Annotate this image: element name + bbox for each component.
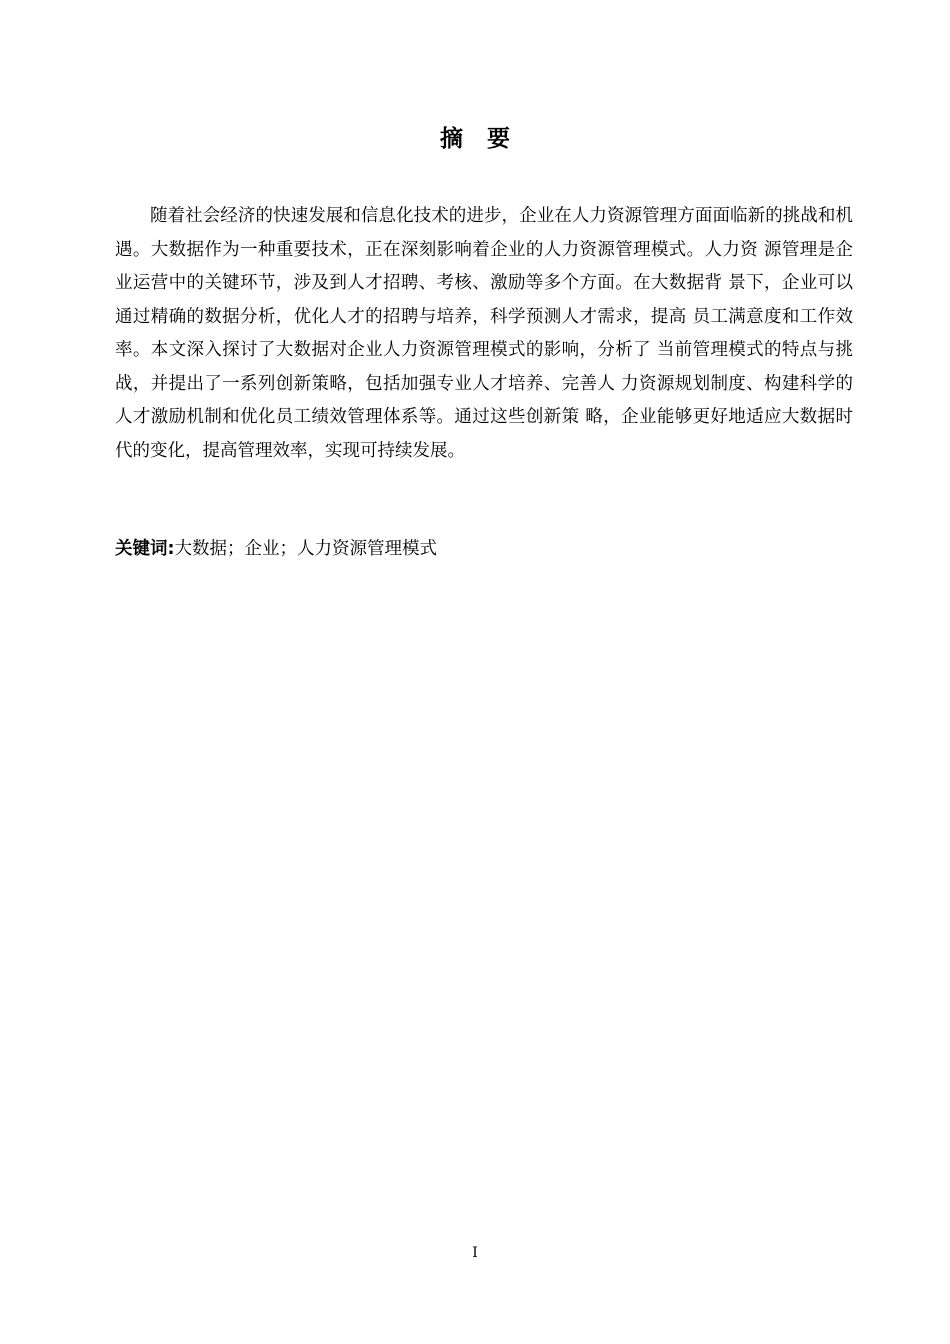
keywords-value: 大数据；企业；人力资源管理模式 bbox=[174, 539, 437, 559]
page-number: I bbox=[472, 1245, 478, 1261]
keywords-line bbox=[115, 533, 853, 566]
keywords-label: 关键词: bbox=[115, 539, 175, 559]
abstract-paragraph: 随着社会经济的快速发展和信息化技术的进步，企业在人力资源管理方面面临新的挑战和机遇。大数据作为一种重要技术，正在深刻影响着企业的人力资源管理模式。人力资 源管理是企业运营中的关键环节，涉及到人才招聘、考核、激励等多个方面。在大数据背 景下，企业可以通过精确的数据分析，优化人才的招聘与培养，科学预测人才需求，提高 员工满意度和工作效率。本文深入探讨了大数据对企业人力资源管理模式的影响，分析了 当前管理模式的特点与挑战，并提出了一系列创新策略，包括加强专业人才培养、完善人 力资源规划制度、构建科学的人才激励机制和优化员工绩效管理体系等。通过这些创新策 略，企业能够更好地适应大数据时代的变化，提高管理效率，实现可持续发展。 bbox=[115, 206, 853, 461]
page-title: 摘要 bbox=[440, 126, 534, 152]
